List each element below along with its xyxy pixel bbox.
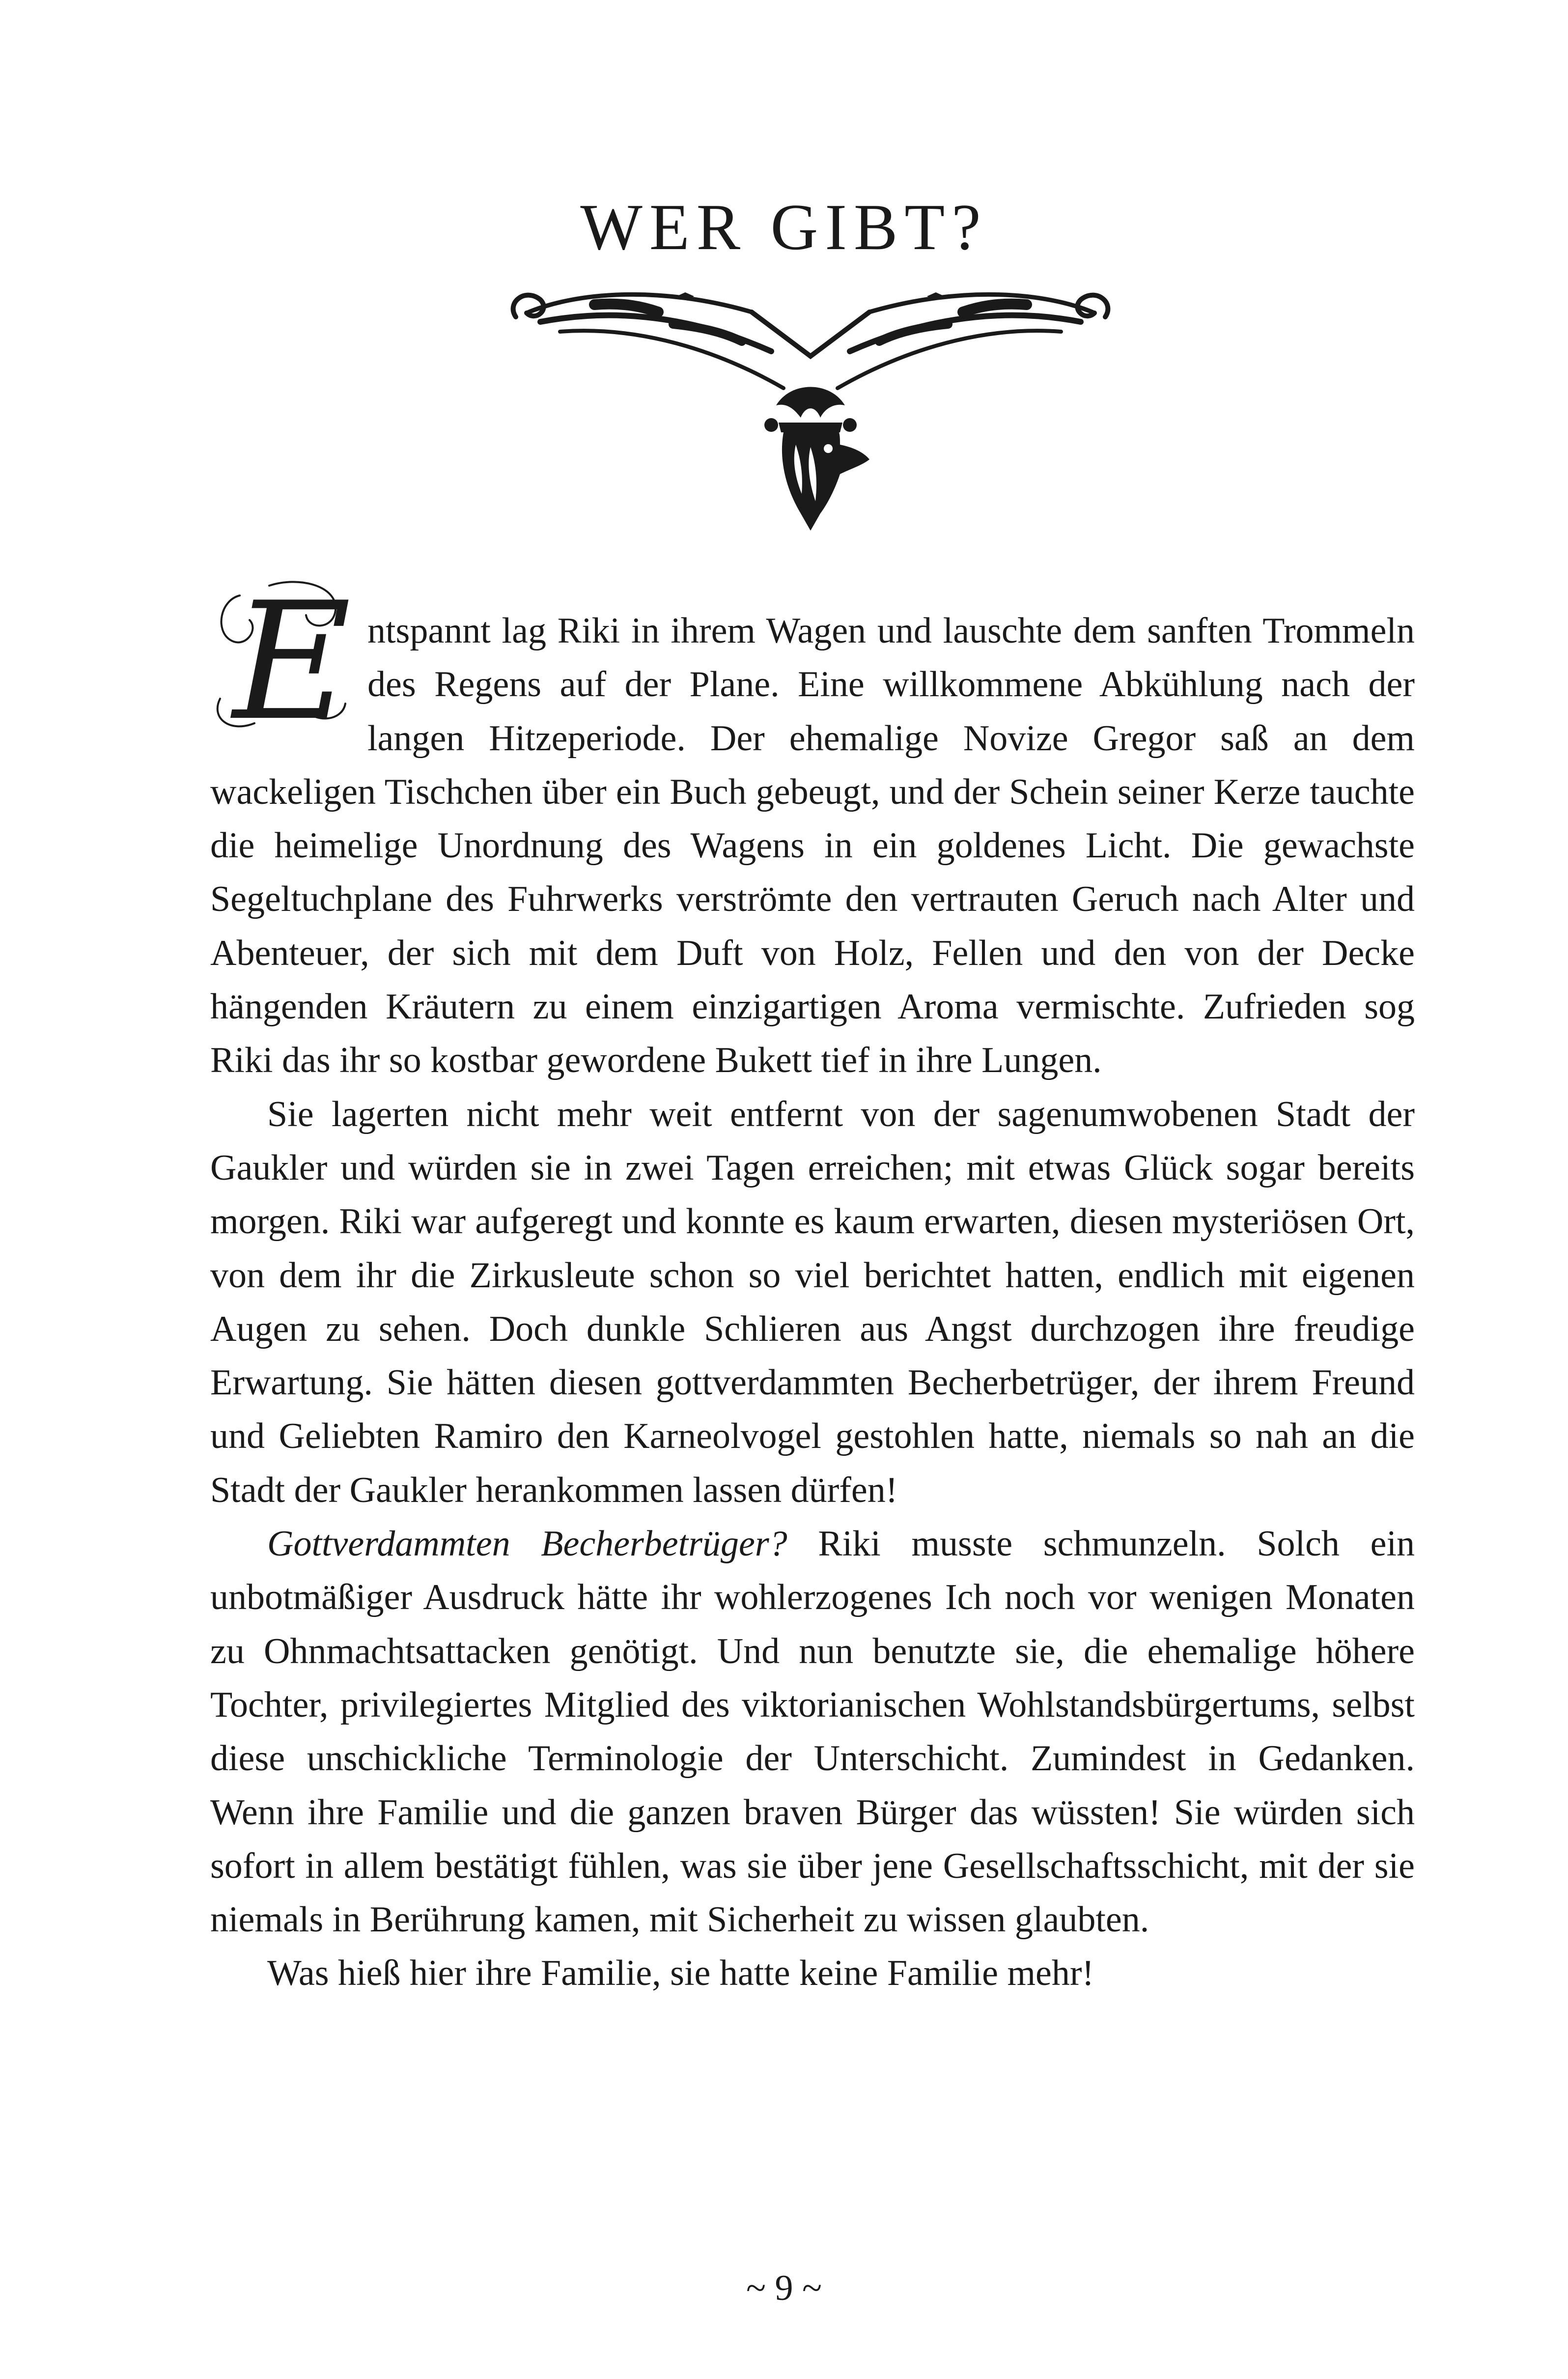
chapter-title: WER GIBT? xyxy=(580,191,988,263)
dropcap-letter: E xyxy=(210,576,358,738)
paragraph-4: Was hieß hier ihre Familie, sie hatte keine Familie mehr! xyxy=(267,1953,1094,1994)
paragraph-2: Sie lagerten nicht mehr weit entfernt von der sagenumwobenen Stadt der Gaukler und würden sie in zwei Tagen erreichen; mit etwas Glück sogar bereits morgen. Riki war aufgeregt und konnte es kaum erwarten, diesen mysteriösen Ort, von dem ihr die Zirkusleute schon so viel berichtet hatten, endlich mit eigenen Augen zu sehen. Doch dunkle Schlieren aus Angst durchzogen ihre freudige Erwartung. Sie hätten diesen gottverdammten Becherbetrüger, der ihrem Freund und Geliebten Ramiro den Karneolvogel gestohlen hatte, niemals so nah an die Stadt der Gaukler herankommen lassen dürfen! xyxy=(210,1094,1415,1510)
paragraph-1 xyxy=(210,567,1415,1088)
paragraph-3-text: Riki musste schmunzeln. Solch ein unbotmäßiger Ausdruck hätte ihr wohlerzogenes Ich noch vor wenigen Monaten zu Ohnmachtsattacken genötigt. Und nun benutzte sie, die ehemalige höhere Tochter, privilegiertes Mitglied des viktorianischen Wohlstandsbürgertums, selbst diese unschickliche Terminologie der Unterschicht. Zumindest in Gedanken. Wenn ihre Familie und die ganzen braven Bürger das wüssten! Sie würden sich sofort in allem bestätigt fühlen, was sie über jene Gesellschaftsschicht, mit der sie niemals in Berührung kamen, mit Sicherheit zu wissen glaubten. xyxy=(210,1524,1415,1940)
paragraph-1-text: ntspannt lag Riki in ihrem Wagen und lauschte dem sanften Trommeln des Regens auf der Plane. Eine willkommene Abkühlung nach der langen Hitzeperiode. Der ehemalige Novize Gregor saß an dem wackeligen Tischchen über ein Buch gebeugt, und der Schein seiner Kerze tauchte die heimelige Unordnung des Wagens in ein goldenes Licht. Die gewachste Segeltuchplane des Fuhrwerks verströmte den vertrauten Geruch nach Alter und Abenteuer, der sich mit dem Duft von Holz, Fellen und den von der Decke hängenden Kräutern zu einem einzigartigen Aroma vermischte. Zufrieden sog Riki das ihr so kostbar gewordene Bukett tief in ihre Lungen. xyxy=(210,611,1415,1081)
paragraph-3 xyxy=(210,1517,1415,1947)
page-number: ~ 9 ~ xyxy=(746,2268,822,2308)
chapter-body xyxy=(210,567,1415,2001)
eagle-jester-ornament-icon xyxy=(496,283,1125,538)
paragraph-3-italic-lead: Gottverdammten Becherbetrüger? xyxy=(267,1524,787,1564)
